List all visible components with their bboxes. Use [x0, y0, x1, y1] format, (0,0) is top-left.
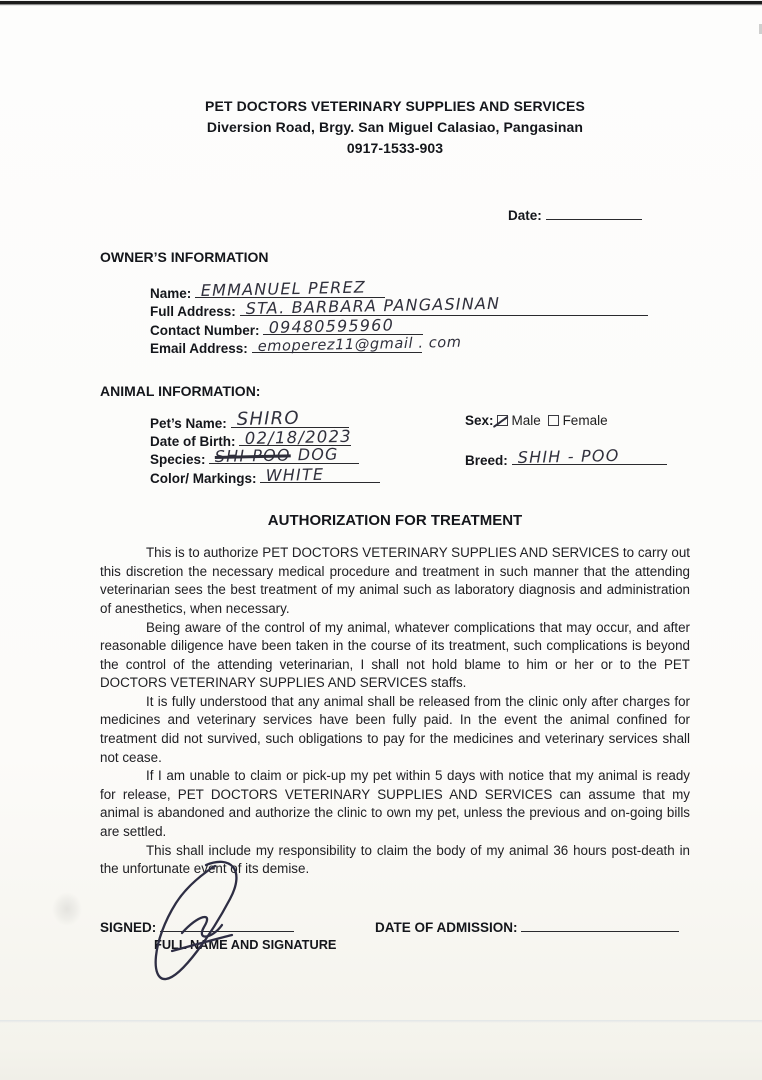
- dob-value: 02/18/2023: [244, 426, 353, 448]
- owner-email-row: [150, 334, 690, 357]
- clinic-name: PET DOCTORS VETERINARY SUPPLIES AND SERVICES: [205, 98, 585, 114]
- authorization-paragraph: Being aware of the control of my animal, whatever complications that may occur, and after reasonable diligence have been taken in the course of its treatment, such complications is beyond the control of the attending veterinarian, I shall not hold blame to him or her or to the PET DOCTORS VETERINARY SUPPLIES AND SERVICES staffs.: [100, 619, 690, 691]
- species-value: DOG: [297, 444, 340, 465]
- admission-block: [375, 917, 679, 935]
- owner-email-label: Email Address:: [150, 341, 248, 357]
- sex-row: [465, 413, 608, 428]
- authorization-paragraph: This shall include my responsibility to claim the body of my animal 36 hours post-death in the unfortunate event of its demise.: [100, 842, 690, 877]
- species-label: Species:: [150, 452, 206, 468]
- owner-address-value: STA. BARBARA PANGASINAN: [245, 294, 500, 319]
- owner-email-value: emoperez11@gmail . com: [257, 334, 462, 356]
- owner-address-field: [240, 294, 648, 319]
- pet-name-label: Pet’s Name:: [150, 415, 227, 431]
- owner-name-label: Name:: [150, 286, 192, 301]
- dob-label: Date of Birth:: [150, 433, 236, 449]
- owner-section-title: OWNER’S INFORMATION: [100, 249, 269, 265]
- sex-male-checkbox: [497, 415, 508, 426]
- color-markings-label: Color/ Markings:: [150, 470, 257, 486]
- clinic-address: Diversion Road, Brgy. San Miguel Calasiao, Pangasinan: [206, 119, 584, 135]
- animal-section-title: ANIMAL INFORMATION:: [100, 382, 261, 399]
- admission-label: DATE OF ADMISSION:: [375, 919, 518, 935]
- date-label: Date:: [508, 208, 542, 223]
- authorization-section: [100, 512, 690, 879]
- owner-contact-value: 09480595960: [268, 315, 395, 337]
- owner-contact-field: [263, 315, 423, 337]
- signed-caption: FULL NAME AND SIGNATURE: [154, 936, 337, 952]
- species-values: [215, 445, 339, 467]
- color-markings-value: WHITE: [265, 464, 325, 485]
- owner-address-label: Full Address:: [150, 304, 236, 320]
- signed-field: [160, 917, 294, 932]
- owner-information-section: [100, 249, 690, 357]
- authorization-paragraph: It is fully understood that any animal shall be released from the clinic only after charges for medicines and veterinary services have been fully paid. In the event the animal confined for treatment did not survived, such obligations to pay for the medicines and veterinary services shall not cease.: [100, 693, 690, 765]
- owner-name-value: EMMANUEL PEREZ: [200, 277, 367, 300]
- animal-information-section: [100, 383, 690, 487]
- signed-label: SIGNED:: [100, 919, 157, 935]
- pet-name-field: [231, 407, 349, 430]
- sex-label: Sex:: [465, 412, 494, 428]
- breed-label: Breed:: [465, 452, 508, 468]
- color-markings-field: [260, 464, 380, 485]
- pet-name-row: [150, 407, 690, 431]
- date-field: [546, 205, 642, 220]
- clinic-header: [100, 96, 690, 159]
- date-row: [100, 205, 690, 225]
- breed-row: [465, 445, 667, 468]
- owner-email-field: [252, 334, 462, 356]
- paper-smudge: [52, 892, 82, 926]
- authorization-paragraph: If I am unable to claim or pick-up my pet within 5 days with notice that my animal is ready for release, PET DOCTORS VETERINARY SUPPLIES AND SERVICES can assume that my animal is abandoned and authorize the clinic to own my pet, unless the previous and on-going bills are settled.: [100, 768, 690, 840]
- signed-block: [100, 917, 336, 952]
- pet-name-value: SHIRO: [236, 407, 300, 430]
- signature-footer: [100, 917, 690, 957]
- authorization-paragraph: This is to authorize PET DOCTORS VETERINARY SUPPLIES AND SERVICES to carry out this discretion the necessary medical procedure and treatment in such manner that the attending veterinarian sees the best treatment of my animal such as laboratory diagnosis and administration of anesthetics, when necessary.: [100, 545, 690, 616]
- scanner-bottom-artifact: [0, 1020, 762, 1023]
- owner-contact-label: Contact Number:: [150, 322, 260, 338]
- clinic-phone: 0917-1533-903: [346, 140, 444, 156]
- owner-address-row: [150, 294, 690, 320]
- admission-field: [521, 917, 679, 932]
- breed-value: SHIH - POO: [517, 445, 620, 467]
- sex-female-checkbox: [548, 415, 559, 426]
- color-markings-row: [150, 464, 690, 486]
- species-struck-value: SHI-POO: [214, 445, 292, 467]
- authorization-title: AUTHORIZATION FOR TREATMENT: [267, 512, 523, 530]
- sex-male-option: Male: [511, 412, 541, 428]
- species-field: [209, 444, 359, 467]
- sex-female-option: Female: [562, 412, 608, 428]
- breed-field: [512, 445, 667, 467]
